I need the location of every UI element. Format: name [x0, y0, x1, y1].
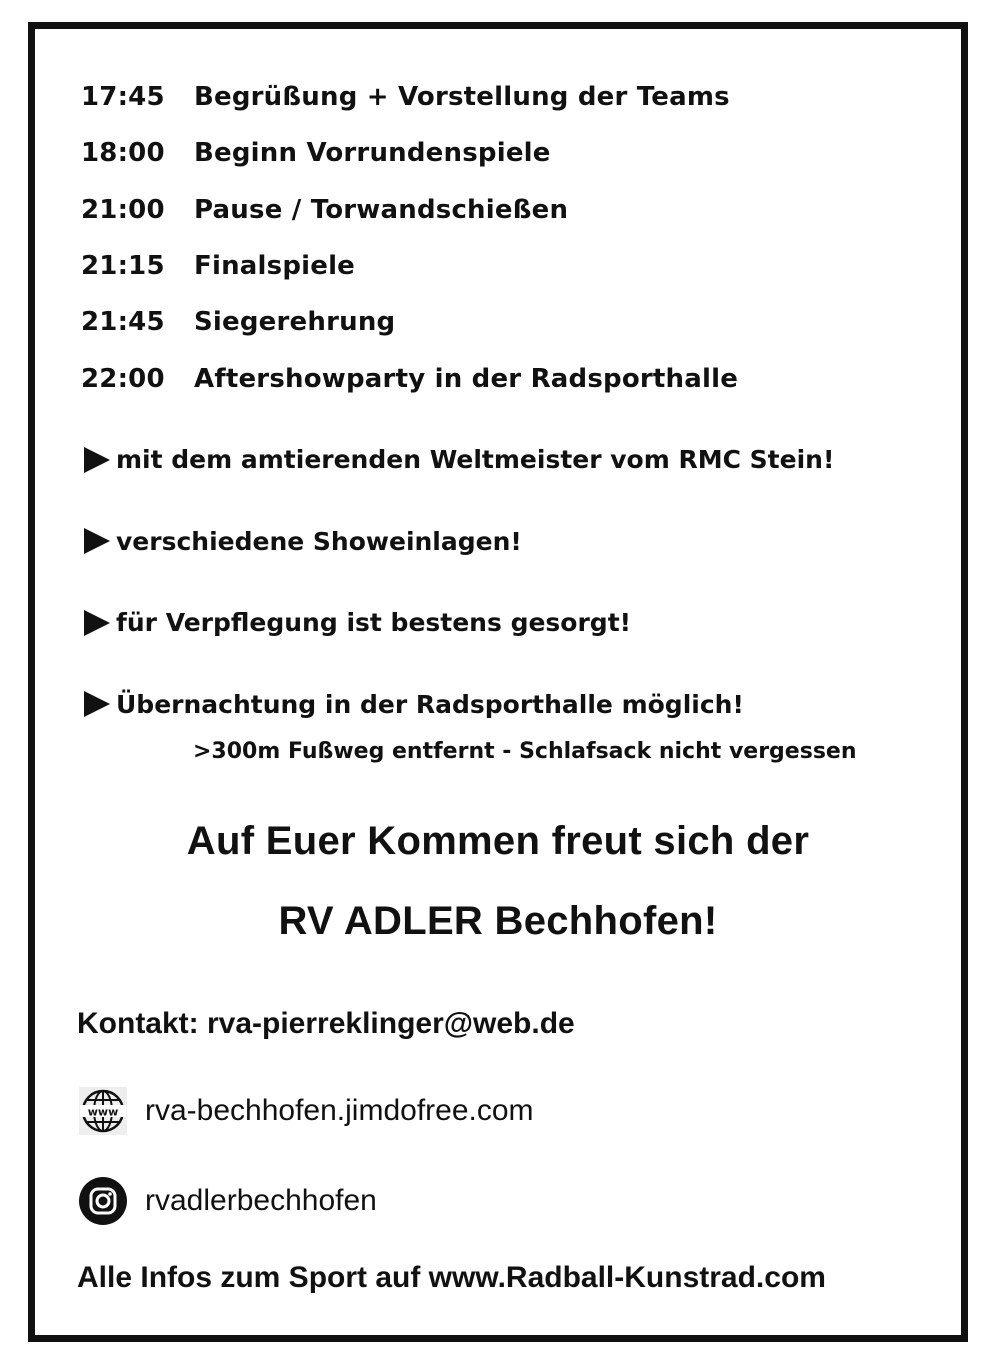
schedule-time: 21:00: [81, 194, 165, 225]
play-triangle-icon: [84, 447, 110, 473]
schedule-label: Pause / Torwandschießen: [194, 194, 569, 225]
instagram-text: rvadlerbechhofen: [145, 1184, 377, 1217]
schedule-row: [81, 125, 921, 181]
highlight-item: [81, 664, 951, 746]
schedule-time: 18:00: [81, 138, 165, 169]
svg-text:www: www: [87, 1105, 119, 1119]
website-row[interactable]: [79, 1087, 534, 1135]
schedule-time: 21:15: [81, 251, 165, 282]
schedule-row: [81, 238, 921, 294]
schedule-time: 21:45: [81, 307, 165, 338]
schedule-label: Begrüßung + Vorstellung der Teams: [194, 82, 730, 113]
schedule-time: 22:00: [81, 363, 165, 394]
schedule-row: [81, 350, 921, 406]
play-triangle-icon: [84, 691, 110, 717]
closing-line-2: RV ADLER Bechhofen!: [278, 899, 718, 943]
highlight-text: verschiedene Showeinlagen!: [116, 526, 522, 556]
schedule-label: Finalspiele: [194, 251, 356, 282]
highlight-list: [81, 419, 951, 745]
highlight-text: Übernachtung in der Radsporthalle möglich!: [116, 689, 744, 719]
instagram-row[interactable]: [79, 1177, 377, 1225]
highlight-text: mit dem amtierenden Weltmeister vom RMC Stein!: [116, 445, 835, 475]
schedule-row: [81, 182, 921, 238]
globe-www-icon: [79, 1087, 127, 1135]
schedule-label: Aftershowparty in der Radsporthalle: [194, 363, 739, 394]
highlight-item: [81, 501, 951, 583]
closing-line-1: Auf Euer Kommen freut sich der: [186, 819, 810, 863]
contact-email[interactable]: Kontakt: rva-pierreklinger@web.de: [77, 1007, 575, 1040]
schedule-time: 17:45: [81, 82, 165, 113]
schedule-list: [81, 69, 921, 407]
instagram-icon: [79, 1177, 127, 1225]
highlight-text: für Verpflegung ist bestens gesorgt!: [116, 608, 632, 638]
schedule-label: Beginn Vorrundenspiele: [194, 138, 551, 169]
play-triangle-icon: [84, 610, 110, 636]
schedule-row: [81, 294, 921, 350]
highlight-item: [81, 582, 951, 664]
highlight-item: [81, 419, 951, 501]
schedule-row: [81, 69, 921, 125]
overnight-note: >300m Fußweg entfernt - Schlafsack nicht vergessen: [193, 739, 857, 764]
schedule-label: Siegerehrung: [194, 307, 396, 338]
website-text: rva-bechhofen.jimdofree.com: [145, 1094, 534, 1127]
play-triangle-icon: [84, 528, 110, 554]
flyer-frame: [28, 22, 968, 1342]
footer-info[interactable]: Alle Infos zum Sport auf www.Radball-Kunstrad.com: [77, 1261, 826, 1294]
